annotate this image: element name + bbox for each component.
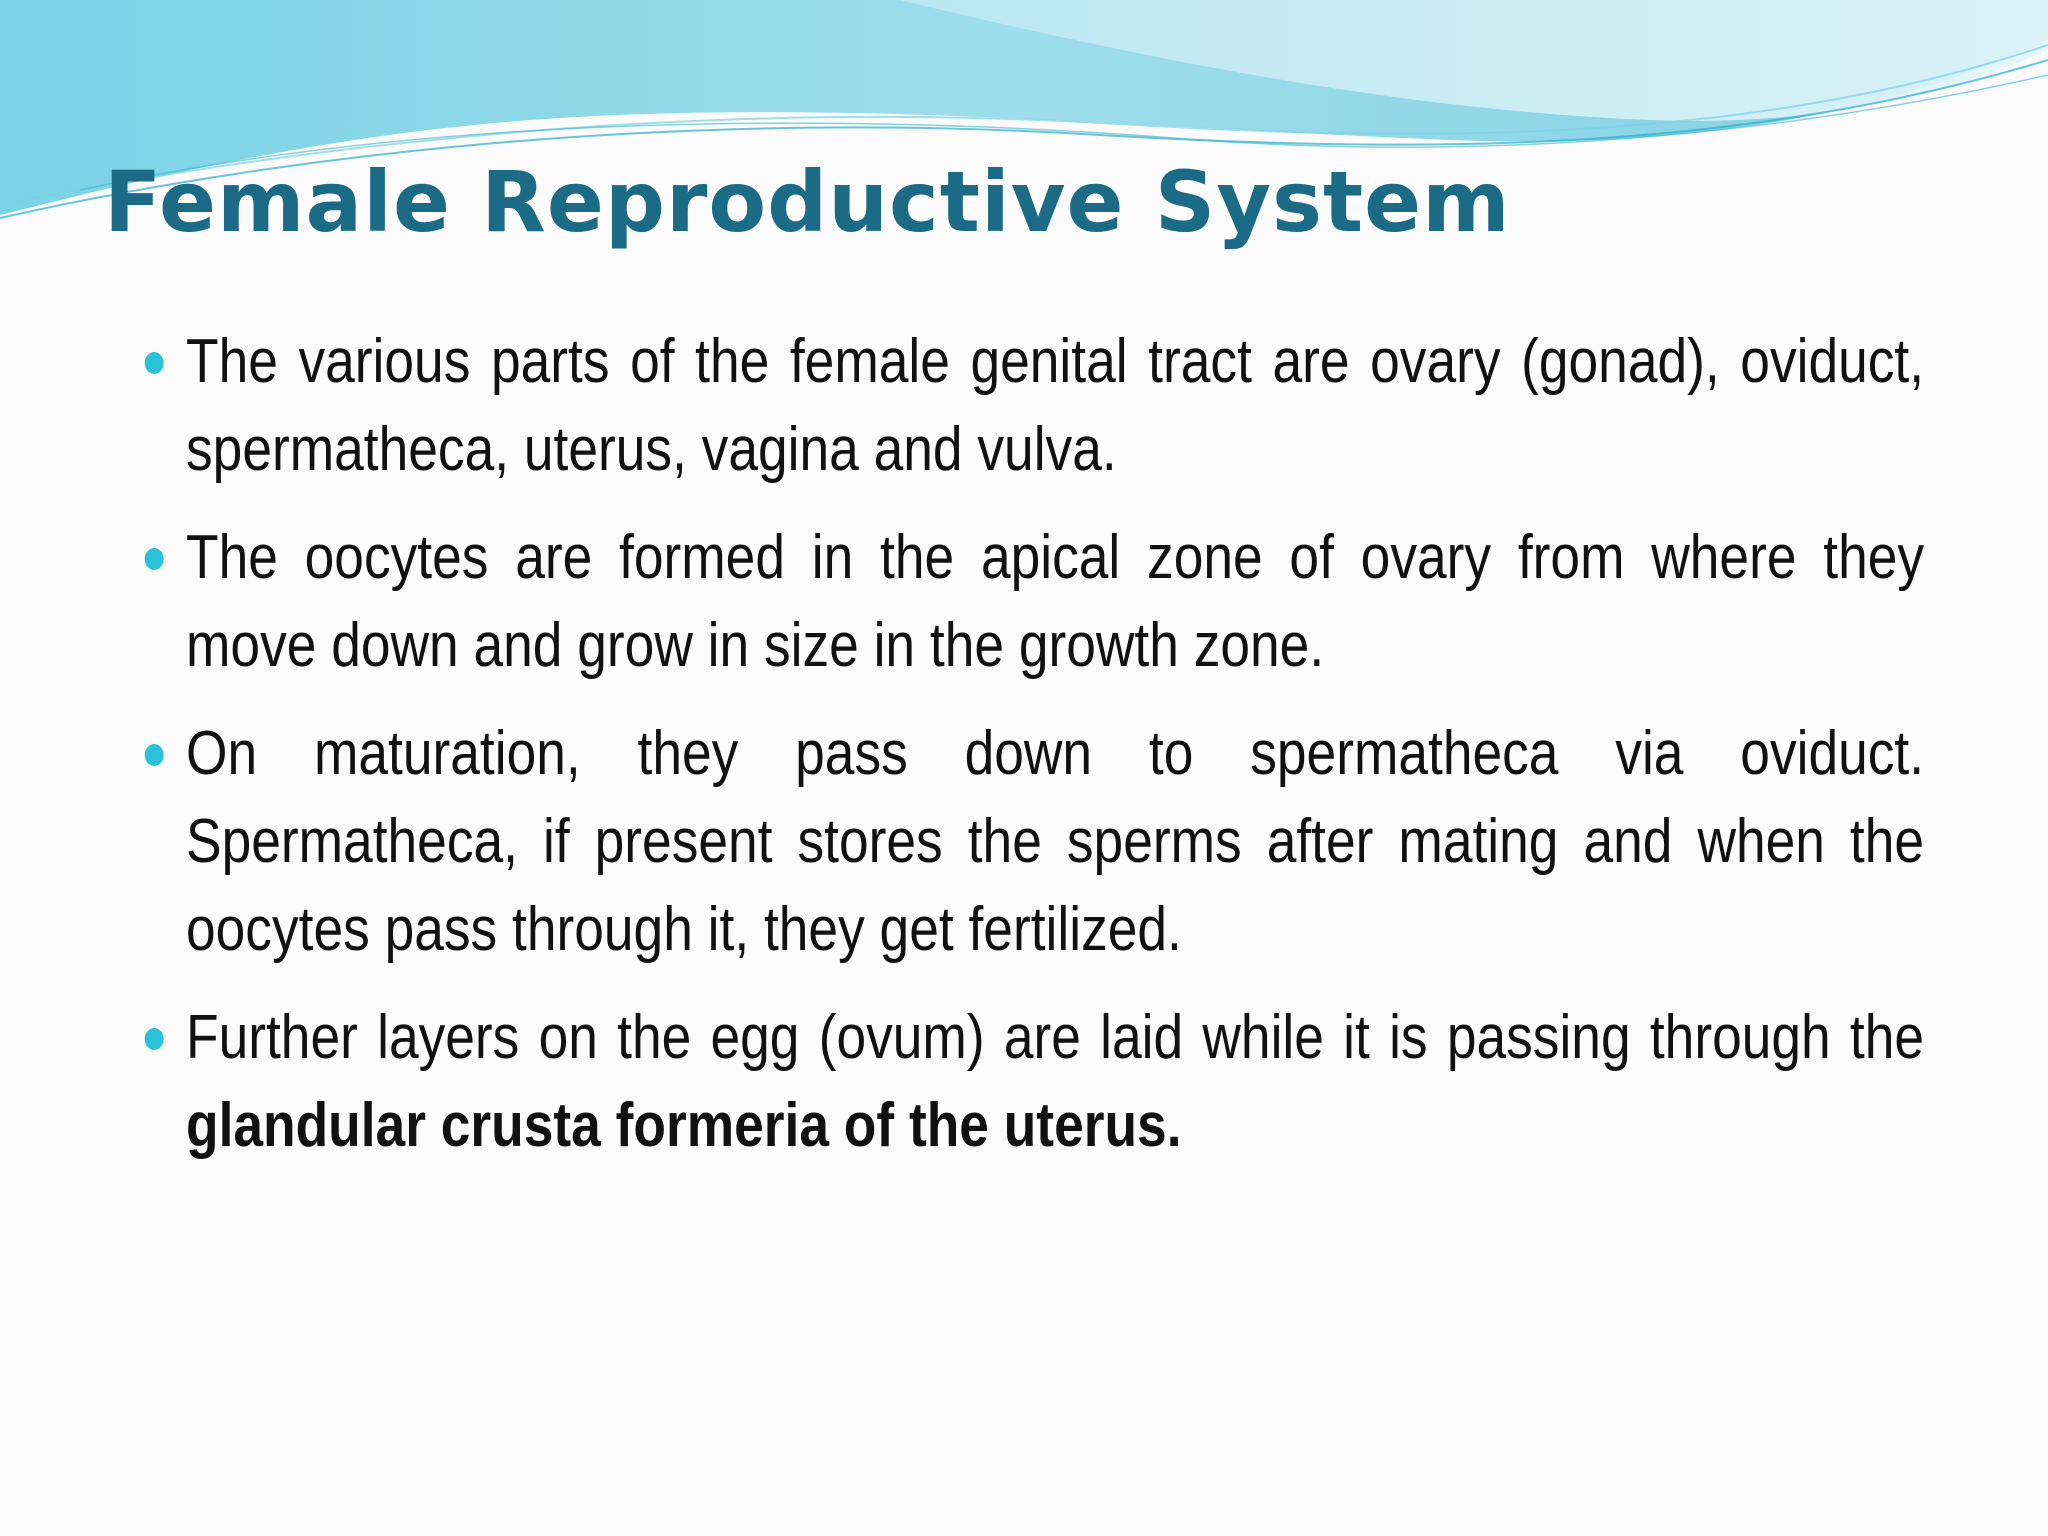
bullet-text: Further layers on the egg (ovum) are laid while it is passing through the [186,1003,1925,1072]
bullet-text: The various parts of the female genital tract are ovary (gonad), oviduct, spermatheca, uterus, vagina and vulva. [186,327,1925,484]
slide-title: Female Reproductive System [104,153,1511,251]
bullet-dot-icon [145,1028,164,1050]
bullet-dot-icon [145,352,164,374]
bullet-item-2 [186,514,1924,690]
bullet-item-4 [186,994,1924,1170]
bullet-text: On maturation, they pass down to spermatheca via oviduct. Spermatheca, if present stores the sperms after mating and when the oocytes pass through it, they get fertilized. [186,719,1925,964]
bullet-bold-text: glandular crusta formeria of the uterus. [186,1091,1182,1160]
bullet-dot-icon [145,548,164,570]
bullet-text: The oocytes are formed in the apical zone of ovary from where they move down and grow in size in the growth zone. [186,523,1925,680]
bullet-dot-icon [145,744,164,766]
bullet-item-3 [186,710,1924,974]
bullet-list [186,318,1924,1190]
bullet-item-1 [186,318,1924,494]
